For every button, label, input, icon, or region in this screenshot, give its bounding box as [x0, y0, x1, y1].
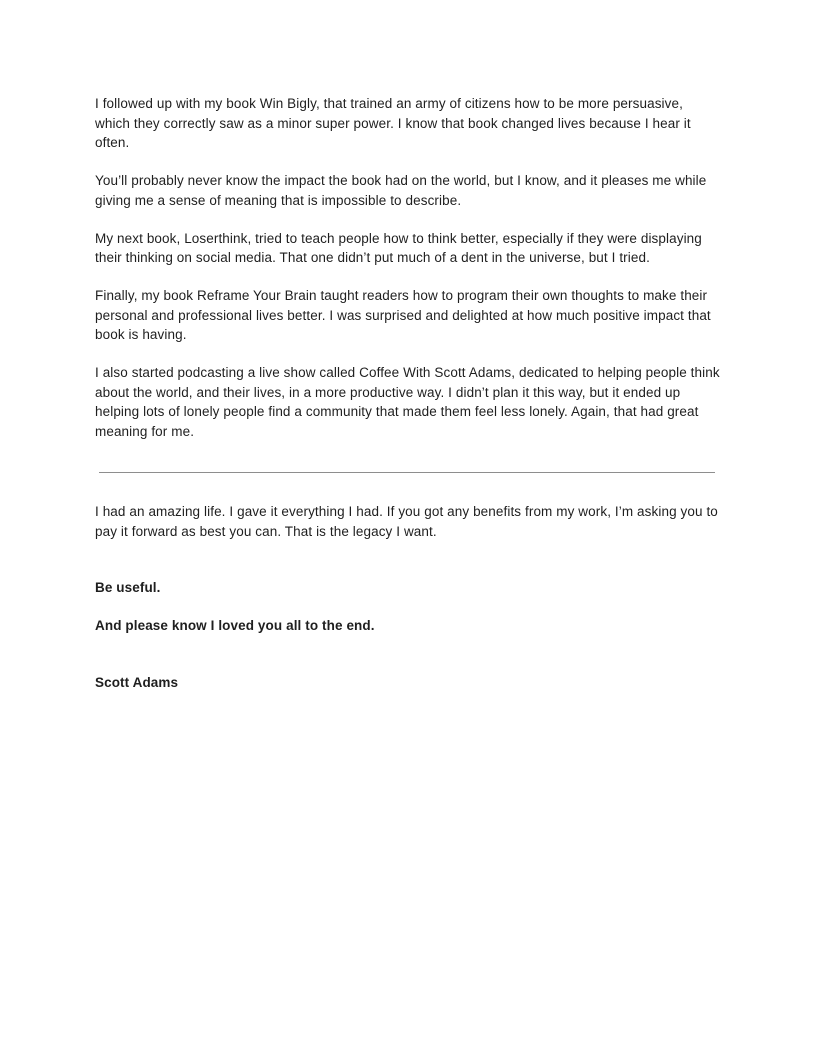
- section-divider: [99, 472, 715, 473]
- closing-paragraph: I had an amazing life. I gave it everything I had. If you got any benefits from my work, I’m asking you to pay it forward as best you can. That is the legacy I want.: [95, 504, 718, 539]
- paragraph-win-bigly: I followed up with my book Win Bigly, that trained an army of citizens how to be more persuasive, which they correctly saw as a minor super power. I know that book changed lives because I hear it often.: [95, 96, 691, 150]
- bold-line-farewell: And please know I loved you all to the end.: [95, 618, 375, 633]
- paragraph-loserthink: My next book, Loserthink, tried to teach people how to think better, especially if they were displaying their thinking on social media. That one didn’t put much of a dent in the universe, but I tried.: [95, 230, 702, 265]
- signature: Scott Adams: [95, 674, 179, 690]
- paragraph-impact: You’ll probably never know the impact the book had on the world, but I know, and it pleases me while giving me a sense of meaning that is impossible to describe.: [95, 173, 707, 208]
- bold-line-be-useful: Be useful.: [95, 580, 161, 595]
- paragraph-reframe-your-brain: Finally, my book Reframe Your Brain taught readers how to program their own thoughts to make their personal and professional lives better. I was surprised and delighted at how much positive impact that book is having.: [95, 288, 711, 342]
- paragraph-podcast: I also started podcasting a live show called Coffee With Scott Adams, dedicated to helping people think about the world, and their lives, in a more productive way. I didn’t plan it this way, but it ended up helping lots of lonely people find a community that made them feel less lonely. Again, that had great meaning for me.: [95, 365, 720, 439]
